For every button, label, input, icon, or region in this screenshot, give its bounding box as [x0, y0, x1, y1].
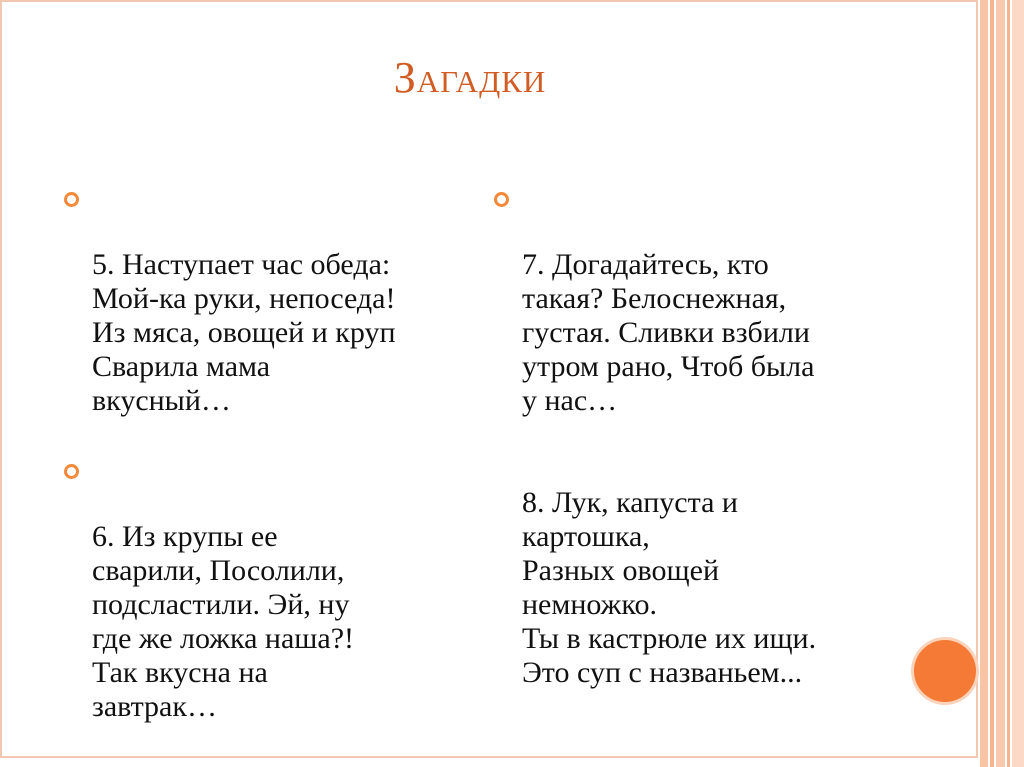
left-column	[60, 180, 440, 724]
right-column	[490, 180, 890, 690]
riddle-7	[490, 180, 890, 418]
slide-title: Загадки	[393, 53, 547, 102]
decor-stripe	[1012, 0, 1024, 767]
decor-stripe	[1007, 0, 1010, 767]
decor-circle	[914, 640, 976, 702]
riddle-5	[60, 180, 440, 418]
riddle-8-text: 8. Лук, капуста и картошка, Разных овощей немножко. Ты в кастрюле их ищи. Это суп с названьем...	[522, 486, 817, 689]
riddle-6	[60, 452, 440, 724]
decor-stripe	[980, 0, 988, 767]
riddle-7-text: 7. Догадайтесь, кто такая? Белоснежная, густая. Сливки взбили утром рано, Чтоб была у нас…	[522, 248, 815, 417]
riddle-8	[490, 452, 890, 690]
riddle-5-text: 5. Наступает час обеда: Мой-ка руки, непоседа! Из мяса, овощей и круп Сварила мама вкусный…	[92, 248, 396, 417]
bullet-icon	[64, 464, 79, 479]
bullet-icon	[494, 192, 509, 207]
riddle-6-text: 6. Из крупы ее сварили, Посолили, подсластили. Эй, ну где же ложка наша?! Так вкусна на завтрак…	[92, 520, 355, 723]
decor-stripe	[990, 0, 994, 767]
decor-stripe	[996, 0, 1005, 767]
bullet-icon	[64, 192, 79, 207]
